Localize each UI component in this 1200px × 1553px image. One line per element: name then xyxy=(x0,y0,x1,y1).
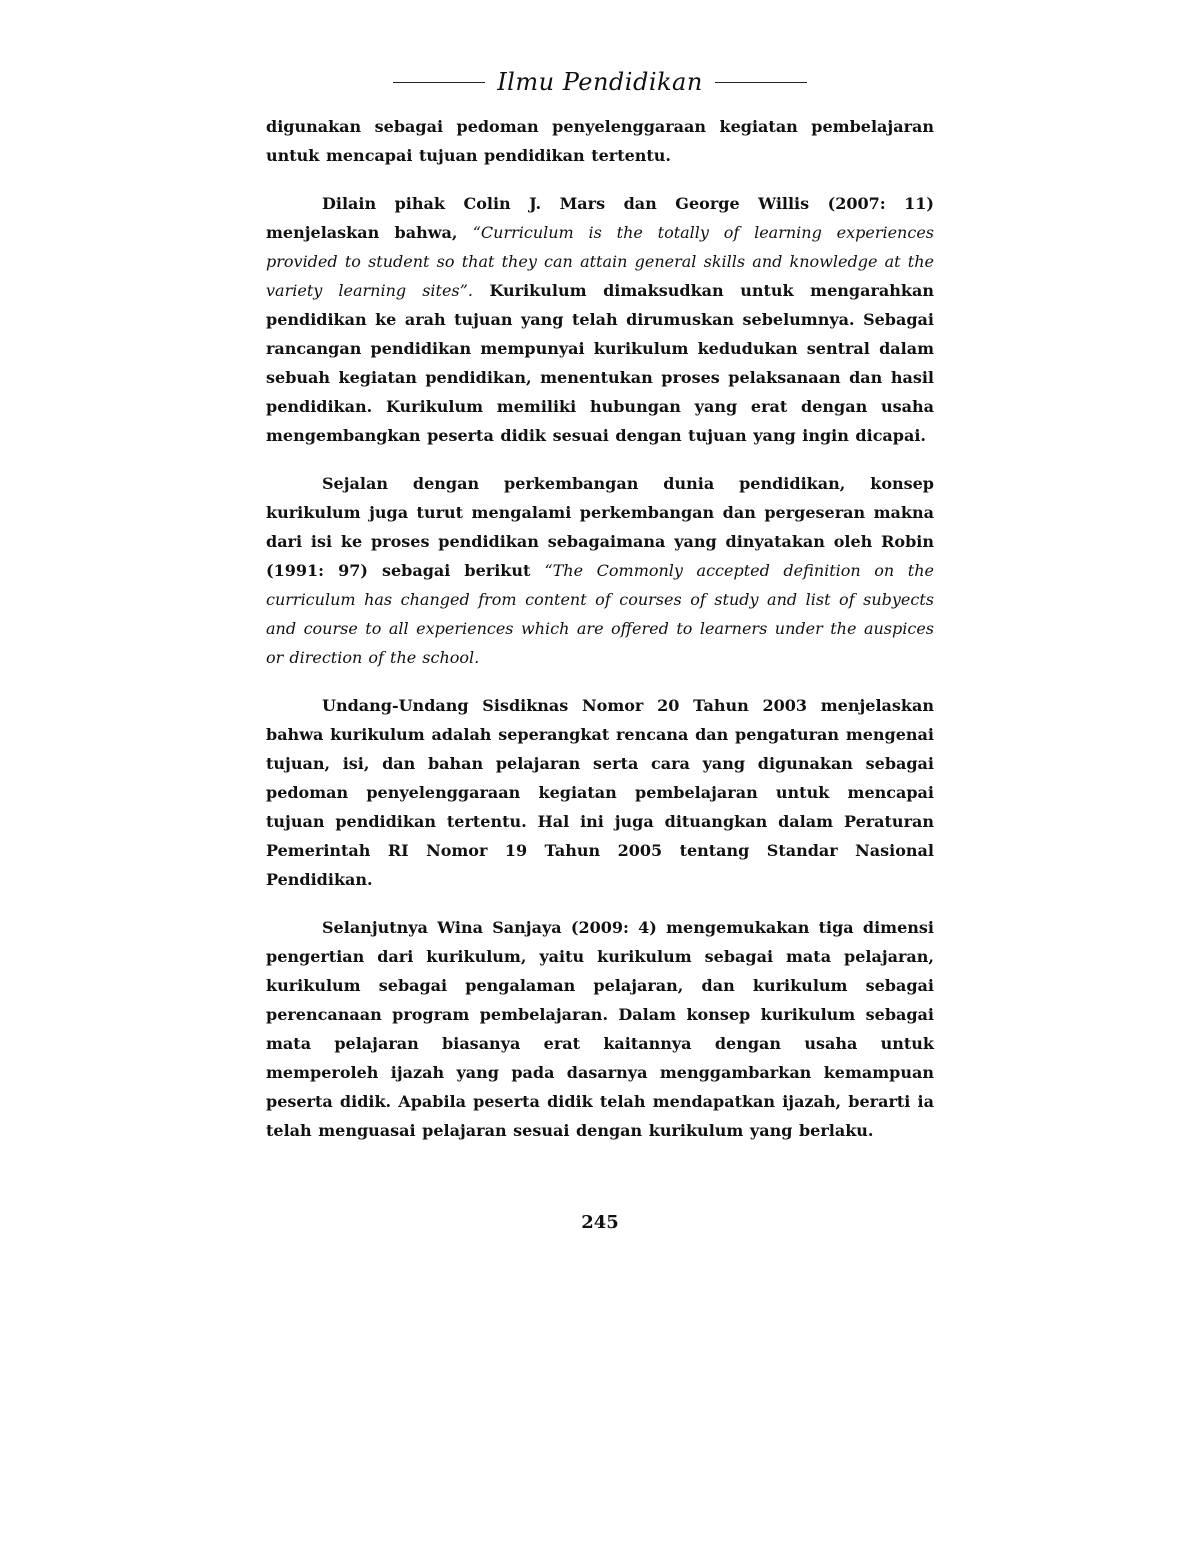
paragraph-quote: “The Commonly accepted definition on the curriculum has changed from content of courses of study and list of subyects and course to all experiences which are offered to learners under the auspices or direction of the school. xyxy=(266,561,935,667)
paragraph-text: Dilain pihak Colin J. Mars dan George Willis (2007: 11) menjelaskan bahwa, xyxy=(266,194,934,242)
header-title: Ilmu Pendidikan xyxy=(497,68,703,96)
paragraph-sisdiknas xyxy=(266,691,934,894)
running-header xyxy=(266,70,934,94)
book-page xyxy=(266,60,934,1164)
header-rule-left xyxy=(393,82,485,83)
paragraph-text: digunakan sebagai pedoman penyelenggaraan kegiatan pembelajaran untuk mencapai tujuan pendidikan tertentu. xyxy=(266,117,934,165)
paragraph-text: Kurikulum dimaksudkan untuk mengarahkan pendidikan ke arah tujuan yang telah dirumuskan sebelumnya. Sebagai rancangan pendidikan mempunyai kurikulum kedudukan sentral dalam sebuah kegiatan pendidikan, menentukan proses pelaksanaan dan hasil pendidikan. Kurikulum memiliki hubungan yang erat dengan usaha mengembangkan peserta didik sesuai dengan tujuan yang ingin dicapai. xyxy=(266,281,934,445)
paragraph-quote: “Curriculum is the totally of learning experiences provided to student so that they can attain general skills and knowledge at the variety learning sites”. xyxy=(266,223,935,300)
paragraph-continuation xyxy=(266,112,934,170)
header-rule-right xyxy=(715,82,807,83)
paragraph-wina-sanjaya xyxy=(266,913,934,1145)
paragraph-robin xyxy=(266,469,934,672)
paragraph-colin-mars xyxy=(266,189,934,450)
paragraph-text: Undang-Undang Sisdiknas Nomor 20 Tahun 2003 menjelaskan bahwa kurikulum adalah seperangkat rencana dan pengaturan mengenai tujuan, isi, dan bahan pelajaran serta cara yang digunakan sebagai pedoman penyelenggaraan kegiatan pembelajaran untuk mencapai tujuan pendidikan tertentu. Hal ini juga dituangkan dalam Peraturan Pemerintah RI Nomor 19 Tahun 2005 tentang Standar Nasional Pendidikan. xyxy=(266,696,934,889)
paragraph-text: Selanjutnya Wina Sanjaya (2009: 4) mengemukakan tiga dimensi pengertian dari kurikulum, yaitu kurikulum sebagai mata pelajaran, kurikulum sebagai pengalaman pelajaran, dan kurikulum sebagai perencanaan program pembelajaran. Dalam konsep kurikulum sebagai mata pelajaran biasanya erat kaitannya dengan usaha untuk memperoleh ijazah yang pada dasarnya menggambarkan kemampuan peserta didik. Apabila peserta didik telah mendapatkan ijazah, berarti ia telah menguasai pelajaran sesuai dengan kurikulum yang berlaku. xyxy=(266,918,934,1140)
page-number: 245 xyxy=(581,1212,619,1233)
paragraph-text: Sejalan dengan perkembangan dunia pendidikan, konsep kurikulum juga turut mengalami perkembangan dan pergeseran makna dari isi ke proses pendidikan sebagaimana yang dinyatakan oleh Robin (1991: 97) sebagai berikut xyxy=(266,474,934,580)
